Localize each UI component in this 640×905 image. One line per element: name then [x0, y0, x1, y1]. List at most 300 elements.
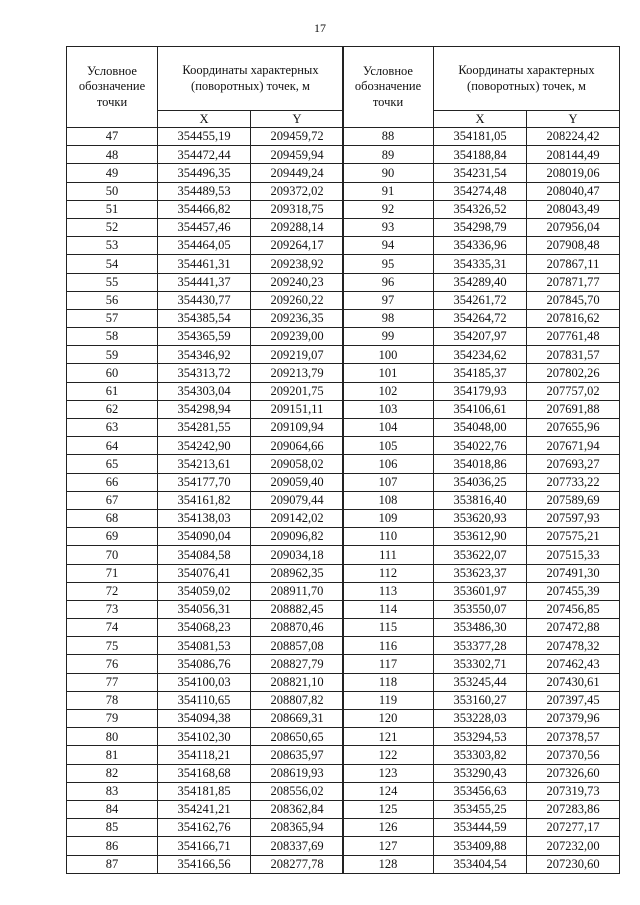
- table-row: [343, 764, 620, 782]
- table-row: [343, 728, 620, 746]
- y-coordinate-cell: 207956,04: [527, 218, 620, 236]
- table-row: [343, 164, 620, 182]
- point-id-cell: 77: [67, 673, 158, 691]
- table-row: [67, 164, 344, 182]
- y-coordinate-cell: 207456,85: [527, 600, 620, 618]
- point-id-cell: 68: [67, 509, 158, 527]
- y-coordinate-cell: 207831,57: [527, 346, 620, 364]
- table-row: [67, 619, 344, 637]
- y-coordinate-cell: 209372,02: [251, 182, 344, 200]
- point-id-cell: 126: [343, 819, 434, 837]
- x-coordinate-cell: 354081,53: [158, 637, 251, 655]
- point-id-cell: 90: [343, 164, 434, 182]
- table-row: [343, 346, 620, 364]
- x-coordinate-cell: 354385,54: [158, 309, 251, 327]
- x-coordinate-cell: 354430,77: [158, 291, 251, 309]
- point-id-cell: 110: [343, 528, 434, 546]
- table-row: [67, 237, 344, 255]
- point-id-cell: 51: [67, 200, 158, 218]
- table-row: [343, 691, 620, 709]
- x-coordinate-cell: 354336,96: [434, 237, 527, 255]
- x-coordinate-cell: 354090,04: [158, 528, 251, 546]
- y-coordinate-cell: 209109,94: [251, 419, 344, 437]
- table-row: [343, 746, 620, 764]
- point-id-cell: 52: [67, 218, 158, 236]
- table-row: [67, 200, 344, 218]
- y-coordinate-cell: 208807,82: [251, 691, 344, 709]
- y-coordinate-cell: 209459,72: [251, 128, 344, 146]
- x-coordinate-cell: 354261,72: [434, 291, 527, 309]
- point-id-cell: 60: [67, 364, 158, 382]
- x-coordinate-cell: 353486,30: [434, 619, 527, 637]
- x-coordinate-cell: 354162,76: [158, 819, 251, 837]
- table-row: [67, 528, 344, 546]
- table-row: [67, 746, 344, 764]
- point-id-cell: 113: [343, 582, 434, 600]
- x-column-header: X: [158, 111, 251, 128]
- y-coordinate-cell: 207757,02: [527, 382, 620, 400]
- y-coordinate-cell: 209459,94: [251, 146, 344, 164]
- x-coordinate-cell: 353245,44: [434, 673, 527, 691]
- table-row: [343, 800, 620, 818]
- point-id-cell: 82: [67, 764, 158, 782]
- table-row: [343, 291, 620, 309]
- table-row: [343, 582, 620, 600]
- table-row: [67, 128, 344, 146]
- table-row: [67, 419, 344, 437]
- point-id-cell: 63: [67, 419, 158, 437]
- x-coordinate-cell: 353550,07: [434, 600, 527, 618]
- point-id-header: Условное обозначение точки: [343, 47, 434, 128]
- x-coordinate-cell: 353444,59: [434, 819, 527, 837]
- point-id-cell: 65: [67, 455, 158, 473]
- point-id-cell: 125: [343, 800, 434, 818]
- y-coordinate-cell: 209240,23: [251, 273, 344, 291]
- point-id-cell: 56: [67, 291, 158, 309]
- x-coordinate-cell: 353620,93: [434, 509, 527, 527]
- y-coordinate-cell: 209238,92: [251, 255, 344, 273]
- y-coordinate-cell: 209079,44: [251, 491, 344, 509]
- y-coordinate-cell: 207478,32: [527, 637, 620, 655]
- y-coordinate-cell: 208556,02: [251, 782, 344, 800]
- y-coordinate-cell: 207908,48: [527, 237, 620, 255]
- x-coordinate-cell: 353228,03: [434, 710, 527, 728]
- point-id-cell: 94: [343, 237, 434, 255]
- table-row: [343, 710, 620, 728]
- table-body-left: [67, 128, 344, 874]
- point-id-cell: 97: [343, 291, 434, 309]
- table-row: [67, 364, 344, 382]
- y-coordinate-cell: 209318,75: [251, 200, 344, 218]
- y-coordinate-cell: 207671,94: [527, 437, 620, 455]
- point-id-cell: 107: [343, 473, 434, 491]
- table-row: [343, 473, 620, 491]
- table-row: [67, 473, 344, 491]
- table-row: [67, 382, 344, 400]
- x-column-header: X: [434, 111, 527, 128]
- table-row: [343, 600, 620, 618]
- table-row: [343, 782, 620, 800]
- point-id-cell: 121: [343, 728, 434, 746]
- table-row: [67, 673, 344, 691]
- x-coordinate-cell: 353622,07: [434, 546, 527, 564]
- point-id-cell: 100: [343, 346, 434, 364]
- y-coordinate-cell: 207472,88: [527, 619, 620, 637]
- table-row: [343, 237, 620, 255]
- point-id-cell: 64: [67, 437, 158, 455]
- y-coordinate-cell: 208144,49: [527, 146, 620, 164]
- y-coordinate-cell: 208362,84: [251, 800, 344, 818]
- table-row: [343, 855, 620, 873]
- x-coordinate-cell: 354461,31: [158, 255, 251, 273]
- x-coordinate-cell: 354231,54: [434, 164, 527, 182]
- table-row: [343, 364, 620, 382]
- table-row: [67, 273, 344, 291]
- table-row: [343, 528, 620, 546]
- x-coordinate-cell: 354289,40: [434, 273, 527, 291]
- y-coordinate-cell: 208882,45: [251, 600, 344, 618]
- point-id-cell: 53: [67, 237, 158, 255]
- point-id-cell: 122: [343, 746, 434, 764]
- table-row: [67, 491, 344, 509]
- x-coordinate-cell: 354466,82: [158, 200, 251, 218]
- x-coordinate-cell: 353160,27: [434, 691, 527, 709]
- x-coordinate-cell: 354441,37: [158, 273, 251, 291]
- y-coordinate-cell: 207816,62: [527, 309, 620, 327]
- x-coordinate-cell: 354086,76: [158, 655, 251, 673]
- y-coordinate-cell: 207319,73: [527, 782, 620, 800]
- point-id-cell: 72: [67, 582, 158, 600]
- point-id-cell: 73: [67, 600, 158, 618]
- y-coordinate-cell: 209449,24: [251, 164, 344, 182]
- table-row: [343, 146, 620, 164]
- x-coordinate-cell: 354346,92: [158, 346, 251, 364]
- y-coordinate-cell: 207397,45: [527, 691, 620, 709]
- x-coordinate-cell: 354094,38: [158, 710, 251, 728]
- y-coordinate-cell: 208870,46: [251, 619, 344, 637]
- point-id-cell: 88: [343, 128, 434, 146]
- y-coordinate-cell: 209213,79: [251, 364, 344, 382]
- point-id-cell: 70: [67, 546, 158, 564]
- table-row: [343, 455, 620, 473]
- x-coordinate-cell: 353294,53: [434, 728, 527, 746]
- x-coordinate-cell: 353290,43: [434, 764, 527, 782]
- y-coordinate-cell: 208669,31: [251, 710, 344, 728]
- x-coordinate-cell: 354100,03: [158, 673, 251, 691]
- table-row: [343, 128, 620, 146]
- table-row: [343, 619, 620, 637]
- point-id-cell: 76: [67, 655, 158, 673]
- x-coordinate-cell: 354281,55: [158, 419, 251, 437]
- y-coordinate-cell: 207655,96: [527, 419, 620, 437]
- point-id-cell: 48: [67, 146, 158, 164]
- y-coordinate-cell: 209288,14: [251, 218, 344, 236]
- table-row: [67, 855, 344, 873]
- x-coordinate-cell: 353455,25: [434, 800, 527, 818]
- point-id-header: Условное обозначение точки: [67, 47, 158, 128]
- point-id-cell: 80: [67, 728, 158, 746]
- x-coordinate-cell: 354102,30: [158, 728, 251, 746]
- point-id-cell: 127: [343, 837, 434, 855]
- y-coordinate-cell: 207845,70: [527, 291, 620, 309]
- x-coordinate-cell: 353404,54: [434, 855, 527, 873]
- coordinates-table-right: [342, 46, 620, 874]
- y-coordinate-cell: 209064,66: [251, 437, 344, 455]
- x-coordinate-cell: 354298,94: [158, 400, 251, 418]
- y-coordinate-cell: 207455,39: [527, 582, 620, 600]
- x-coordinate-cell: 354110,65: [158, 691, 251, 709]
- y-coordinate-cell: 207693,27: [527, 455, 620, 473]
- x-coordinate-cell: 354496,35: [158, 164, 251, 182]
- y-coordinate-cell: 209058,02: [251, 455, 344, 473]
- table-row: [67, 309, 344, 327]
- y-coordinate-cell: 207283,86: [527, 800, 620, 818]
- point-id-cell: 62: [67, 400, 158, 418]
- point-id-cell: 83: [67, 782, 158, 800]
- table-row: [343, 382, 620, 400]
- table-row: [343, 491, 620, 509]
- table-row: [67, 328, 344, 346]
- y-coordinate-cell: 207230,60: [527, 855, 620, 873]
- table-row: [67, 437, 344, 455]
- y-coordinate-cell: 207379,96: [527, 710, 620, 728]
- y-coordinate-cell: 209236,35: [251, 309, 344, 327]
- table-row: [67, 255, 344, 273]
- y-coordinate-cell: 208224,42: [527, 128, 620, 146]
- y-coordinate-cell: 207733,22: [527, 473, 620, 491]
- x-coordinate-cell: 354056,31: [158, 600, 251, 618]
- point-id-cell: 104: [343, 419, 434, 437]
- table-row: [67, 582, 344, 600]
- x-coordinate-cell: 354234,62: [434, 346, 527, 364]
- point-id-cell: 102: [343, 382, 434, 400]
- table-row: [343, 546, 620, 564]
- y-coordinate-cell: 207277,17: [527, 819, 620, 837]
- y-coordinate-cell: 208043,49: [527, 200, 620, 218]
- point-id-cell: 59: [67, 346, 158, 364]
- point-id-cell: 96: [343, 273, 434, 291]
- x-coordinate-cell: 354022,76: [434, 437, 527, 455]
- x-coordinate-cell: 354036,25: [434, 473, 527, 491]
- table-row: [343, 637, 620, 655]
- table-row: [343, 309, 620, 327]
- y-coordinate-cell: 208911,70: [251, 582, 344, 600]
- point-id-cell: 103: [343, 400, 434, 418]
- point-id-cell: 84: [67, 800, 158, 818]
- point-id-cell: 50: [67, 182, 158, 200]
- point-id-cell: 101: [343, 364, 434, 382]
- y-coordinate-cell: 209264,17: [251, 237, 344, 255]
- point-id-cell: 74: [67, 619, 158, 637]
- y-coordinate-cell: 209151,11: [251, 400, 344, 418]
- y-coordinate-cell: 207430,61: [527, 673, 620, 691]
- table-row: [67, 819, 344, 837]
- point-id-cell: 78: [67, 691, 158, 709]
- table-row: [67, 146, 344, 164]
- y-coordinate-cell: 209219,07: [251, 346, 344, 364]
- x-coordinate-cell: 354018,86: [434, 455, 527, 473]
- table-row: [343, 400, 620, 418]
- x-coordinate-cell: 354166,71: [158, 837, 251, 855]
- y-coordinate-cell: 209201,75: [251, 382, 344, 400]
- x-coordinate-cell: 354084,58: [158, 546, 251, 564]
- point-id-cell: 55: [67, 273, 158, 291]
- x-coordinate-cell: 354457,46: [158, 218, 251, 236]
- point-id-cell: 57: [67, 309, 158, 327]
- table-body-right: [343, 128, 620, 874]
- table-row: [343, 564, 620, 582]
- table-row: [343, 673, 620, 691]
- table-row: [343, 419, 620, 437]
- y-coordinate-cell: 208635,97: [251, 746, 344, 764]
- coordinates-header: Координаты характерных (поворотных) точек, м: [158, 47, 344, 111]
- point-id-cell: 95: [343, 255, 434, 273]
- table-row: [67, 782, 344, 800]
- point-id-cell: 128: [343, 855, 434, 873]
- x-coordinate-cell: 354242,90: [158, 437, 251, 455]
- point-id-cell: 85: [67, 819, 158, 837]
- x-coordinate-cell: 354076,41: [158, 564, 251, 582]
- x-coordinate-cell: 354274,48: [434, 182, 527, 200]
- point-id-cell: 108: [343, 491, 434, 509]
- table-row: [343, 328, 620, 346]
- point-id-cell: 114: [343, 600, 434, 618]
- x-coordinate-cell: 354138,03: [158, 509, 251, 527]
- table-row: [67, 764, 344, 782]
- point-id-cell: 69: [67, 528, 158, 546]
- x-coordinate-cell: 354213,61: [158, 455, 251, 473]
- point-id-cell: 86: [67, 837, 158, 855]
- x-coordinate-cell: 354455,19: [158, 128, 251, 146]
- point-id-cell: 58: [67, 328, 158, 346]
- x-coordinate-cell: 354464,05: [158, 237, 251, 255]
- point-id-cell: 47: [67, 128, 158, 146]
- x-coordinate-cell: 354326,52: [434, 200, 527, 218]
- x-coordinate-cell: 354161,82: [158, 491, 251, 509]
- point-id-cell: 49: [67, 164, 158, 182]
- table-row: [67, 346, 344, 364]
- point-id-cell: 99: [343, 328, 434, 346]
- x-coordinate-cell: 353601,97: [434, 582, 527, 600]
- x-coordinate-cell: 354181,85: [158, 782, 251, 800]
- table-row: [343, 655, 620, 673]
- point-id-cell: 120: [343, 710, 434, 728]
- x-coordinate-cell: 353377,28: [434, 637, 527, 655]
- x-coordinate-cell: 354264,72: [434, 309, 527, 327]
- y-column-header: Y: [251, 111, 344, 128]
- y-coordinate-cell: 207597,93: [527, 509, 620, 527]
- x-coordinate-cell: 354241,21: [158, 800, 251, 818]
- point-id-cell: 81: [67, 746, 158, 764]
- point-id-cell: 123: [343, 764, 434, 782]
- x-coordinate-cell: 353456,63: [434, 782, 527, 800]
- x-coordinate-cell: 354118,21: [158, 746, 251, 764]
- x-coordinate-cell: 354177,70: [158, 473, 251, 491]
- y-coordinate-cell: 208337,69: [251, 837, 344, 855]
- table-row: [343, 218, 620, 236]
- x-coordinate-cell: 354313,72: [158, 364, 251, 382]
- y-coordinate-cell: 209096,82: [251, 528, 344, 546]
- table-row: [343, 819, 620, 837]
- coordinates-table-left: [66, 46, 344, 874]
- point-id-cell: 111: [343, 546, 434, 564]
- page-number: 17: [314, 21, 326, 35]
- y-coordinate-cell: 207691,88: [527, 400, 620, 418]
- x-coordinate-cell: 353816,40: [434, 491, 527, 509]
- y-coordinate-cell: 207867,11: [527, 255, 620, 273]
- x-coordinate-cell: 354068,23: [158, 619, 251, 637]
- table-row: [67, 710, 344, 728]
- table-row: [67, 182, 344, 200]
- y-column-header: Y: [527, 111, 620, 128]
- x-coordinate-cell: 354185,37: [434, 364, 527, 382]
- point-id-cell: 105: [343, 437, 434, 455]
- y-coordinate-cell: 207515,33: [527, 546, 620, 564]
- y-coordinate-cell: 207802,26: [527, 364, 620, 382]
- table-row: [67, 600, 344, 618]
- x-coordinate-cell: 353303,82: [434, 746, 527, 764]
- point-id-cell: 116: [343, 637, 434, 655]
- x-coordinate-cell: 354179,93: [434, 382, 527, 400]
- table-row: [343, 509, 620, 527]
- y-coordinate-cell: 207378,57: [527, 728, 620, 746]
- point-id-cell: 92: [343, 200, 434, 218]
- x-coordinate-cell: 354298,79: [434, 218, 527, 236]
- point-id-cell: 89: [343, 146, 434, 164]
- y-coordinate-cell: 208827,79: [251, 655, 344, 673]
- x-coordinate-cell: 354188,84: [434, 146, 527, 164]
- table-row: [343, 200, 620, 218]
- point-id-cell: 87: [67, 855, 158, 873]
- x-coordinate-cell: 354207,97: [434, 328, 527, 346]
- x-coordinate-cell: 354303,04: [158, 382, 251, 400]
- y-coordinate-cell: 209260,22: [251, 291, 344, 309]
- point-id-cell: 112: [343, 564, 434, 582]
- y-coordinate-cell: 208277,78: [251, 855, 344, 873]
- y-coordinate-cell: 207761,48: [527, 328, 620, 346]
- table-row: [343, 273, 620, 291]
- x-coordinate-cell: 353612,90: [434, 528, 527, 546]
- point-id-cell: 106: [343, 455, 434, 473]
- point-id-cell: 54: [67, 255, 158, 273]
- x-coordinate-cell: 353623,37: [434, 564, 527, 582]
- table-row: [67, 655, 344, 673]
- y-coordinate-cell: 207326,60: [527, 764, 620, 782]
- y-coordinate-cell: 208962,35: [251, 564, 344, 582]
- y-coordinate-cell: 209034,18: [251, 546, 344, 564]
- point-id-cell: 115: [343, 619, 434, 637]
- table-row: [343, 837, 620, 855]
- point-id-cell: 61: [67, 382, 158, 400]
- y-coordinate-cell: 208365,94: [251, 819, 344, 837]
- point-id-cell: 118: [343, 673, 434, 691]
- table-row: [67, 546, 344, 564]
- x-coordinate-cell: 354048,00: [434, 419, 527, 437]
- table-row: [67, 455, 344, 473]
- y-coordinate-cell: 207871,77: [527, 273, 620, 291]
- y-coordinate-cell: 207462,43: [527, 655, 620, 673]
- x-coordinate-cell: 354335,31: [434, 255, 527, 273]
- x-coordinate-cell: 353409,88: [434, 837, 527, 855]
- y-coordinate-cell: 208650,65: [251, 728, 344, 746]
- point-id-cell: 124: [343, 782, 434, 800]
- point-id-cell: 93: [343, 218, 434, 236]
- point-id-cell: 71: [67, 564, 158, 582]
- y-coordinate-cell: 209142,02: [251, 509, 344, 527]
- x-coordinate-cell: 354365,59: [158, 328, 251, 346]
- y-coordinate-cell: 208040,47: [527, 182, 620, 200]
- table-row: [67, 637, 344, 655]
